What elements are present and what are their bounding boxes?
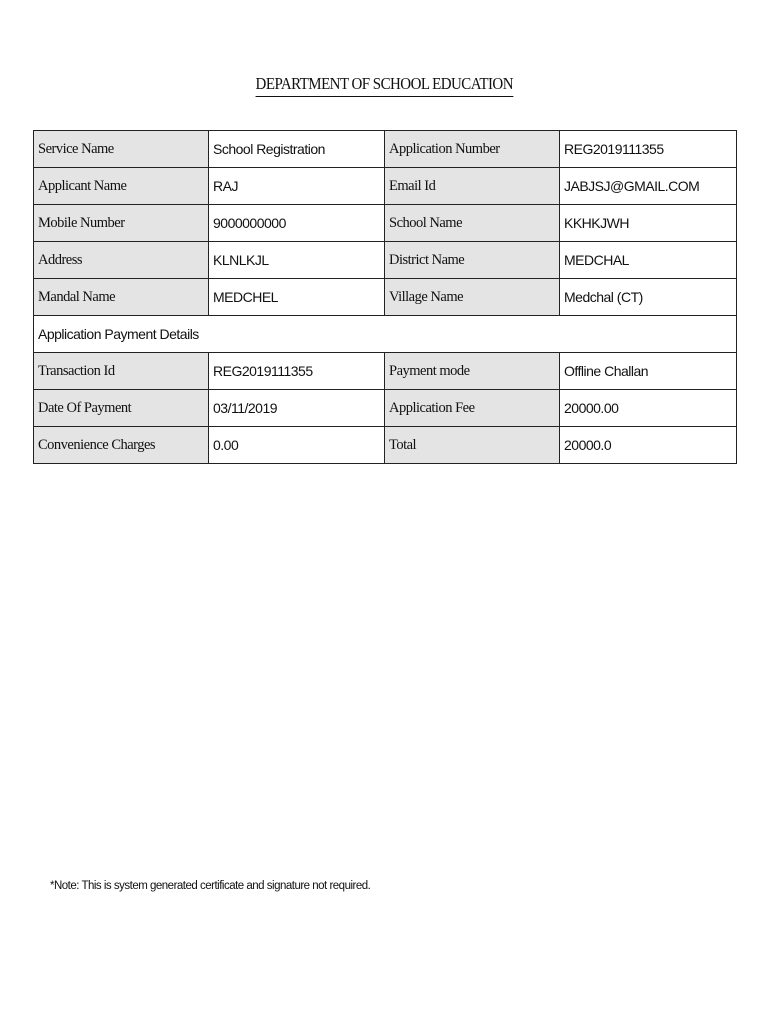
applicant-name-label: Applicant Name [34,168,209,205]
service-name-value: School Registration [209,131,385,168]
page-title: DEPARTMENT OF SCHOOL EDUCATION [255,74,512,97]
table-row [34,390,737,427]
district-name-value: MEDCHAL [560,242,737,279]
table-row [34,168,737,205]
date-of-payment-value: 03/11/2019 [209,390,385,427]
date-of-payment-label: Date Of Payment [34,390,209,427]
email-id-label: Email Id [385,168,560,205]
village-name-value: Medchal (CT) [560,279,737,316]
application-number-label: Application Number [385,131,560,168]
school-name-value: KKHKJWH [560,205,737,242]
mandal-name-value: MEDCHEL [209,279,385,316]
table-row [34,353,737,390]
footer-note: *Note: This is system generated certificate and signature not required. [50,880,371,892]
payment-mode-value: Offline Challan [560,353,737,390]
total-value: 20000.0 [560,427,737,464]
school-name-label: School Name [385,205,560,242]
address-value: KLNLKJL [209,242,385,279]
mobile-number-value: 9000000000 [209,205,385,242]
table-row [34,427,737,464]
transaction-id-value: REG2019111355 [209,353,385,390]
convenience-charges-label: Convenience Charges [34,427,209,464]
payment-mode-label: Payment mode [385,353,560,390]
total-label: Total [385,427,560,464]
table-row [34,131,737,168]
table-row [34,242,737,279]
email-id-value: JABJSJ@GMAIL.COM [560,168,737,205]
district-name-label: District Name [385,242,560,279]
table-row [34,205,737,242]
application-details-table [33,130,737,464]
convenience-charges-value: 0.00 [209,427,385,464]
application-number-value: REG2019111355 [560,131,737,168]
service-name-label: Service Name [34,131,209,168]
application-fee-value: 20000.00 [560,390,737,427]
transaction-id-label: Transaction Id [34,353,209,390]
mobile-number-label: Mobile Number [34,205,209,242]
table-row [34,279,737,316]
payment-section-heading: Application Payment Details [34,316,737,353]
mandal-name-label: Mandal Name [34,279,209,316]
section-heading-row [34,316,737,353]
village-name-label: Village Name [385,279,560,316]
application-fee-label: Application Fee [385,390,560,427]
applicant-name-value: RAJ [209,168,385,205]
address-label: Address [34,242,209,279]
document-header [0,74,768,97]
